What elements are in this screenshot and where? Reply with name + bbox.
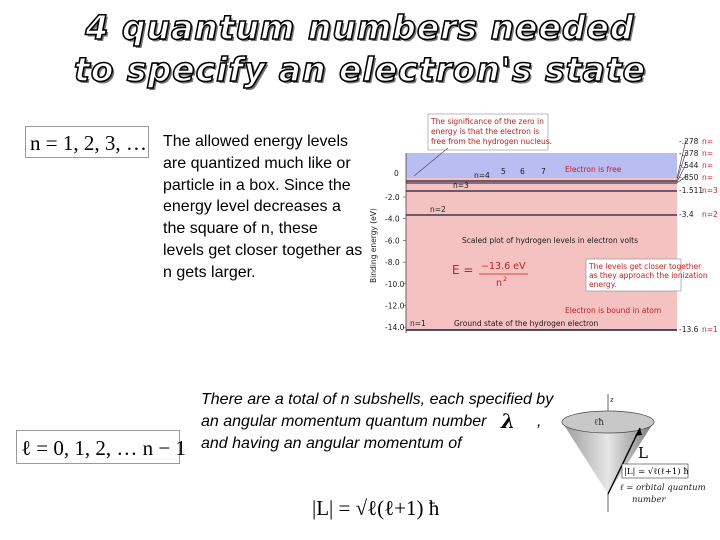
right-energy-value: -1.511 <box>679 186 704 195</box>
slide-title-line1: 4 quantum numbers needed <box>85 8 635 47</box>
angular-momentum-cone-diagram <box>560 392 720 522</box>
hydrogen-energy-level-diagram <box>368 108 720 340</box>
y-axis-label: Binding energy (eV) <box>369 208 378 283</box>
closer-note-line2: as they approach the ionization <box>589 271 708 280</box>
energy-formula-denominator: n <box>496 278 503 289</box>
right-energy-value: -.378 <box>679 149 699 158</box>
y-tick-label: -14.0 <box>385 323 405 333</box>
y-tick-label: -8.0 <box>385 258 400 268</box>
angular-momentum-magnitude-formula: |L| = √ℓ(ℓ+1) ħ <box>312 496 440 520</box>
right-n-label: n= <box>702 137 714 146</box>
y-tick-label: -10.0 <box>385 279 405 289</box>
cone-top-label: ℓħ <box>594 418 605 428</box>
y-tick-label: -12.0 <box>385 301 405 311</box>
y-tick-label: -6.0 <box>385 236 400 246</box>
principal-quantum-number-formula: n = 1, 2, 3, … <box>25 126 149 158</box>
bound-label: Electron is bound in atom <box>565 306 662 315</box>
vector-label: L <box>638 444 648 462</box>
ground-state-label: Ground state of the hydrogen electron <box>454 319 599 328</box>
right-energy-value: -.278 <box>679 137 699 146</box>
energy-formula-numerator: −13.6 eV <box>481 261 526 272</box>
right-n-label: n=2 <box>702 210 718 219</box>
svg-text:λ: λ <box>500 411 515 430</box>
energy-formula-exponent: 2 <box>503 275 508 283</box>
closer-note-line1: The levels get closer together <box>589 262 702 271</box>
zero-note-line1: The significance of the zero in <box>431 117 544 126</box>
level-label-n5: 5 <box>501 167 506 176</box>
level-label-n2: n=2 <box>430 205 446 214</box>
right-n-label: n= <box>702 149 714 158</box>
level-label-n1: n=1 <box>410 319 426 328</box>
tick-zero: 0 <box>394 169 399 178</box>
level-label-n4: n=4 <box>474 171 490 180</box>
right-energy-values <box>679 137 718 334</box>
cone-caption-line1: ℓ = orbital quantum <box>620 483 706 493</box>
lambda-symbol-icon <box>491 412 537 430</box>
right-n-label: n= <box>702 173 714 182</box>
zero-note-line2: energy is that the electron is <box>431 127 540 136</box>
right-n-label: n=1 <box>702 325 718 334</box>
cone-caption-line2: number <box>632 495 666 505</box>
cone-formula: |L| = √ℓ(ℓ+1) ħ <box>624 467 689 477</box>
y-axis-ticks <box>385 193 406 332</box>
right-energy-value: -3.4 <box>679 210 694 219</box>
subshells-text-a: There are a total of n subshells, each specified by an angular momentum quantum number <box>201 391 554 430</box>
right-energy-value: -13.6 <box>679 325 699 334</box>
right-energy-value: -.544 <box>679 161 699 170</box>
z-axis-label: z <box>610 396 614 404</box>
right-energy-value: -.850 <box>679 173 699 182</box>
closer-note-line3: energy. <box>589 280 617 289</box>
energy-levels-paragraph: The allowed energy levels are quantized much like or particle in a box. Since the energy level decreases a the square of n, these levels get closer together as n gets larger. <box>163 133 363 281</box>
orbital-quantum-number-formula: ℓ = 0, 1, 2, … n − 1 <box>16 430 180 464</box>
scaled-plot-caption: Scaled plot of hydrogen levels in electron volts <box>462 236 638 245</box>
subshells-paragraph <box>201 389 561 454</box>
level-label-n6: 6 <box>520 167 525 176</box>
energy-formula-lhs: E = <box>452 263 474 277</box>
zero-note-line3: free from the hydrogen nucleus. <box>431 137 553 146</box>
level-label-n7: 7 <box>541 167 546 176</box>
y-tick-label: -2.0 <box>385 193 400 202</box>
slide-title-line2: to specify an electron's state <box>74 50 646 89</box>
subshells-text-b: , and having an angular momentum of <box>201 412 542 452</box>
y-tick-label: -4.0 <box>385 214 400 224</box>
level-label-n3: n=3 <box>453 181 469 190</box>
right-n-label: n= <box>702 161 714 170</box>
right-n-label: n=3 <box>702 186 718 195</box>
free-label: Electron is free <box>565 165 622 174</box>
